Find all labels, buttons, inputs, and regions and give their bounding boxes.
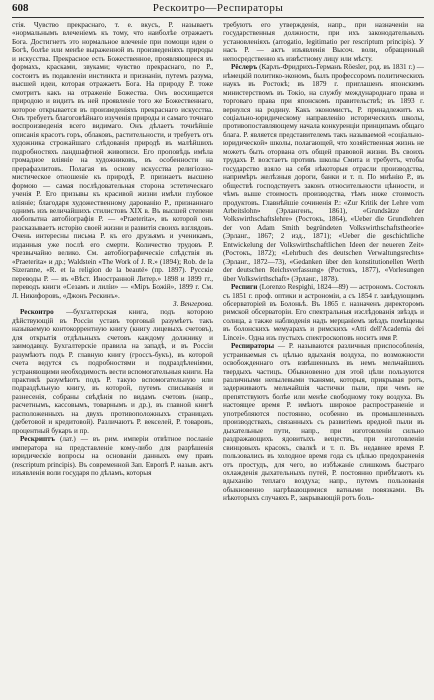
entry-reskript xyxy=(12,435,213,477)
running-title: Рескоитро—Респираторы xyxy=(152,2,284,14)
page-header xyxy=(12,0,424,18)
entry-text: (Lorenzo Respighi, 1824—89) — астрономъ. Состоялъ съ 1851 г. проф. оптики и астрономіи, а съ 1854 г. завѣдующимъ обсерваторіей въ Болоньѣ. Въ 1865 г. назначенъ директоромъ римской обсерваторіи. Его спектральныя изслѣдованія звѣздъ и солнца, а также наблюденія надъ мерцаніемъ звѣздъ помѣщены въ болонскихъ мемуарахъ и римскихъ «Atti dell'Academia dei Lincei». Одна изъ пустыхъ спектроскоповъ носитъ имя Р. xyxy=(223,283,424,342)
page-number: 608 xyxy=(12,2,29,14)
entry-reskontro xyxy=(12,308,213,435)
right-column xyxy=(223,21,424,697)
entry-reskript-continued: требуютъ его утвержденія, напр., при назначеніи на государственныя должности, при ихъ законодательныхъ установленіяхъ (arrogatio, legitimatio per rescriptum principis). У насъ Р. — актъ изъявленія Высоч. воли, обращенный непосредственно къ извѣстному лицу или мѣсту. xyxy=(223,21,424,63)
entry-respiratory xyxy=(223,342,424,503)
headword: Рескоитро xyxy=(20,308,54,317)
entry-text: —бухгалтерская книга, подъ которою дѣйствующій въ Россіи уставъ торговый разумѣетъ такъ называемую контокоррентную книгу (книгу лицевыхъ счетовъ), для открытія отдѣльныхъ счетовъ каждому должнику и заимодавцу. Бухгалтерскіе правила на западѣ, и въ Россіи разумѣютъ подъ Р. главную книгу (гроссъ-букъ), въ которой счета ведутся съ подробностями и подраздѣленіями, устраняющими необходимость вести вспомогательныя книги. На практикѣ разумѣютъ подъ Р. такую вспомогательную или подраздѣльную книгу, въ которой, путемъ списыванія и разнесенія, собраны свѣдѣнія по видамъ счетовъ (напр., расчетнымъ, кассовымъ, товарнымъ и др.), въ главной книгѣ расположенныхъ на двухъ противоположныхъ страницахъ (дебетовой и кредитовой). Различаютъ Р. векселей, Р. товаровъ, процентный букаръ и пр. xyxy=(12,308,213,435)
left-column xyxy=(12,21,213,697)
entry-respighi xyxy=(223,283,424,342)
headword: Рёслеръ xyxy=(231,63,258,72)
entry-text: — Р. называются различныя приспособленія, устраиваемыя съ цѣлью вдыханія воздуха, по возможности освобожденнаго отъ взвѣшенныхъ въ немъ мельчайшихъ твердыхъ частицъ. Обыкновенно для этой цѣли пользуются различными непылевыми тканями, которыя, прикрывая ротъ, задерживаютъ мельчайшія частички пыли, при чемъ не препятствуютъ болѣе или менѣе свободному току воздуха. Въ настоящее время Р. имѣютъ широкое распространеніе и употребляются постоянно, особенно въ промышленныхъ производствахъ, связанныхъ съ развитіемъ вредной пыли въ дыхательные пути, напр., при изготовленіи сильно раздражающихъ ядовитыхъ веществъ, при изготовленіи свинцовыхъ красокъ, свалкѣ и т. п. Въ недавнее время Р. пользовались въ холодное время года съ цѣлью предохраненія отъ простудъ, для чего, во избѣжаніе слишкомъ быстраго охлажденія дыхательныхъ путей, Р. постоянно прибѣгаютъ къ вдыханію теплаго воздуха; напр., путемъ пользованія обыкновенно нагрѣвающимися ватными повязками. Въ нѣкоторыхъ случаяхъ Р., закрывающій ротъ боль- xyxy=(223,342,424,503)
entry-ruskin-continued: стія. Чувство прекраснаго, т. е. вкусъ, Р. называетъ «нормальнымъ влеченіемъ къ тому, что наиболѣе отражаетъ Бога. Достигнетъ это нормальное влеченіе при помощи идеи о Богѣ, болѣе или менѣе выраженной въ произведеніяхъ природы и искусства. Прекрасное есть Божественное, проявляющееся въ формахъ, красками, звуками; чувство прекраснаго, по Р., состоитъ въ подавленіи инстинкта и признаніи, путемъ разума, высшей идеи, которая отражаетъ Бога. На природу Р. тоже смотритъ какъ на отраженіе Божества. Онъ восхищается природою и видитъ въ ней проявленіе того же Божественнаго, которое открывается въ произведеніяхъ прекраснаго искусства. Онъ требуетъ благоговѣйнаго изученія природы и самаго точнаго воспроизведенія всего видимаго. Онъ дѣлаетъ точнѣйшіе описанія красотъ горъ, облаковъ, растительности, и требуетъ отъ художника строжайшаго слѣдованія природѣ въ малѣйшихъ подробностяхъ ландшафтной живописи. Его проповѣдь имѣла громадное вліяніе на художниковъ, въ особенности на прерафаэлитовъ. Полагая въ основу искусства религіозно-мистическое отношеніе къ природѣ, Р. признаетъ высшею формою — самая послѣдовательная сторона эстетическаго ученія Р. Его призывы къ красивой жизни имѣли глубокое вліяніе; благодаря художественному дарованію Р., признаннаго однимъ изъ величайшихъ стилистовъ XIX в. Въ высшей степени любопытна автобіографія Р. — «Praeterita», въ которой онъ разсказываетъ исторію своей жизни и развитія своихъ взглядовъ. Очень интересны письма Р. къ его друзьямъ и ученикамъ, изданныя уже послѣ его смерти. Количество трудовъ Р. чрезвычайно велико. См. автобіографическіе слѣдствія въ «Praeterita» и др.; Waldstein «The Work of J. R.» (1894); Rob. de la Sizeranne, «R. et la religion de la beauté» (пр. 1897). Русскіе переводы Р. — въ «Вѣст. Иностранной Литер.» 1898 и 1899 гг., переводъ книги «Сезамъ и лиліи» — «Міръ Божій», 1899 г. См. Л. Никифоровъ, «Джонъ Рескинъ». xyxy=(12,21,213,300)
author-signature: З. Венгерова. xyxy=(173,299,213,308)
text-columns xyxy=(12,18,424,697)
entry-text: (Карлъ-Фридрихъ-Германъ Röesler, род. въ 1831 г.) — нѣмецкій политико-экономъ, былъ профессоромъ политическихъ наукъ въ Ростокѣ; въ 1879 г. приглашенъ японскимъ министерствомъ въ Токіо, на службу международнаго права и торговаго права при японскомъ правительствѣ; въ 1893 г. вернулся на родину. Какъ экономистъ, Р. принадлежитъ къ соціально-юридическому направленію историческихъ школы, противопоставляющему начала конкуренціи принципамъ общаго блага. Р. является представителемъ такъ называемой «соціально-юридической» школы, полагающей, что хозяйственная жизнь не можетъ быть оторвана отъ общей правовой жизни. Въ своихъ трудахъ Р. возстаетъ противъ школы Смита и требуетъ, чтобы государство взяло на себя нѣкоторыя отрасли производства, напримѣръ желѣзныя дороги, банки и т. п. По мнѣнію Р., въ обществѣ господствуетъ законъ относительности цѣнности, и чѣмъ выше стоимость производства, тѣмъ ниже стоимость продуктовъ. Главнѣйшіе сочиненія Р.: «Zur Kritik der Lehre vom Arbeitslohn» (Эрлангенъ, 1861), «Grundsätze der Volkswirthschaftslehre» (Ростокъ, 1864), «Ueber die Grundlehren der von Adam Smith begründeten Volkswirthschaftstheorie» (Эрланг., 1867; 2 изд., 1871); «Ueber die geschichtliche Entwickelung der Volkswirthschaftlichen Ideen der neueren Zeit» (Ростокъ, 1872); «Lehrbuch des deutschen Verwaltungsrechts» (Эрланг., 1872—73), «Gedanken über den konstitutionellen Werth der deutschen Reichsverfassung» (Ростокъ, 1877), «Vorlesungen über Volkswirthschaft» (Эрланг., 1878). xyxy=(223,63,424,283)
entry-text: (лат.) — въ рим. имперіи отвѣтное посланіе императора на представленіе кому-либо для разрѣшенія юридическіе вопросы на основаніи данныхъ ему правъ (rescriptum principis). Въ современной Зап. Европѣ Р. назыв. актъ изъявленія воли государя по дѣламъ, которыя xyxy=(12,435,213,478)
headword: Рескриптъ xyxy=(20,435,55,444)
headword: Респираторы xyxy=(231,342,275,351)
headword: Респиги xyxy=(231,283,258,292)
entry-roesler xyxy=(223,63,424,283)
